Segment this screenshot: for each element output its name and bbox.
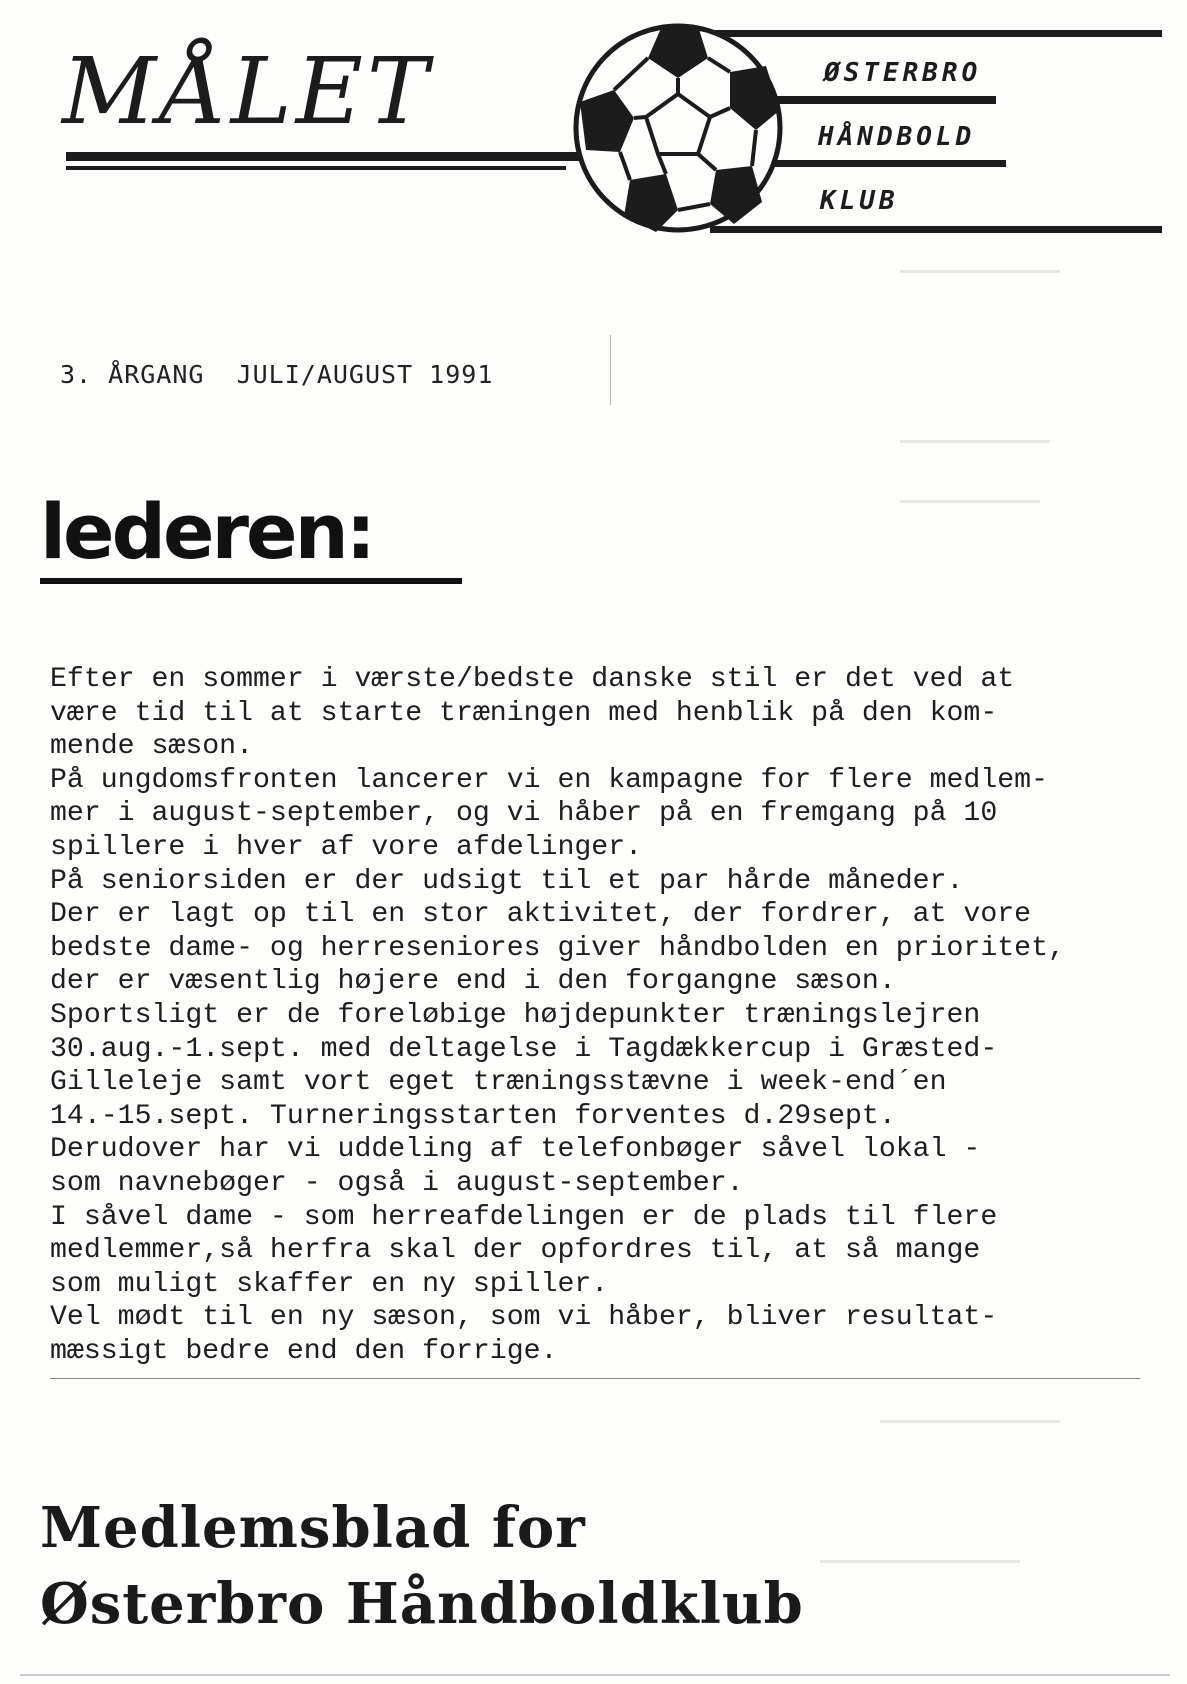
body-line: som muligt skaffer en ny spiller.: [50, 1268, 609, 1300]
title-underline: [66, 152, 586, 161]
body-line: Derudover har vi uddeling af telefonbøger såvel lokal -: [50, 1134, 981, 1166]
body-line: I såvel dame - som herreafdelingen er de plads til flere: [50, 1201, 998, 1233]
body-line: Sportsligt er de foreløbige højdepunkter træningslejren: [50, 999, 981, 1031]
body-divider: [50, 1378, 1140, 1379]
issue-divider: [610, 335, 611, 405]
editorial-body: [50, 663, 1130, 1368]
title-underline-thin: [66, 166, 566, 170]
show-through-mark: [900, 440, 1050, 443]
body-line: mæssigt bedre end den forrige.: [50, 1335, 558, 1367]
show-through-mark: [820, 1560, 1020, 1563]
body-line: På ungdomsfronten lancerer vi en kampagne for flere medlem-: [50, 764, 1048, 796]
show-through-mark: [880, 1420, 1060, 1423]
body-line: spillere i hver af vore afdelinger.: [50, 831, 643, 863]
show-through-mark: [900, 500, 1040, 503]
body-line: mende sæson.: [50, 731, 253, 763]
football-icon: [570, 20, 786, 236]
club-name-line-2: HÅNDBOLD: [818, 122, 976, 152]
body-line: som navnebøger - også i august-september.: [50, 1167, 744, 1199]
body-line: På seniorsiden er der udsigt til et par hårde måneder.: [50, 865, 964, 897]
footer-title: [40, 1490, 804, 1642]
body-line: være tid til at starte træningen med henblik på den kom-: [50, 697, 998, 729]
club-name-line-3: KLUB: [820, 186, 899, 216]
body-line: bedste dame- og herreseniores giver håndbolden en prioritet,: [50, 932, 1065, 964]
page-bottom-edge: [20, 1674, 1170, 1676]
body-line: Der er lagt op til en stor aktivitet, der fordrer, at vore: [50, 899, 1032, 931]
body-line: 14.-15.sept. Turneringsstarten forventes d.29sept.: [50, 1100, 896, 1132]
body-line: der er væsentlig højere end i den forgangne sæson.: [50, 966, 896, 998]
masthead-title: MÅLET: [62, 38, 433, 145]
body-line: mer i august-september, og vi håber på en fremgang på 10: [50, 798, 998, 830]
club-name-line-1: ØSTERBRO: [824, 58, 982, 88]
heading-underline: [40, 578, 462, 584]
body-line: Efter en sommer i værste/bedste danske stil er det ved at: [50, 664, 1015, 695]
footer-line-1: Medlemsblad for: [40, 1495, 586, 1561]
body-line: 30.aug.-1.sept. med deltagelse i Tagdækkercup i Græsted-: [50, 1033, 998, 1065]
masthead-bar: [766, 96, 996, 104]
footer-line-2: Østerbro Håndboldklub: [40, 1571, 804, 1637]
issue-line: 3. ÅRGANG JULI/AUGUST 1991: [60, 360, 494, 389]
section-heading: lederen:: [40, 487, 374, 576]
masthead-bar: [766, 160, 1006, 167]
show-through-mark: [900, 270, 1060, 273]
body-line: Gilleleje samt vort eget træningsstævne i week-end´en: [50, 1067, 947, 1099]
body-line: Vel mødt til en ny sæson, som vi håber, bliver resultat-: [50, 1302, 998, 1334]
body-line: medlemmer,så herfra skal der opfordres til, at så mange: [50, 1235, 981, 1267]
